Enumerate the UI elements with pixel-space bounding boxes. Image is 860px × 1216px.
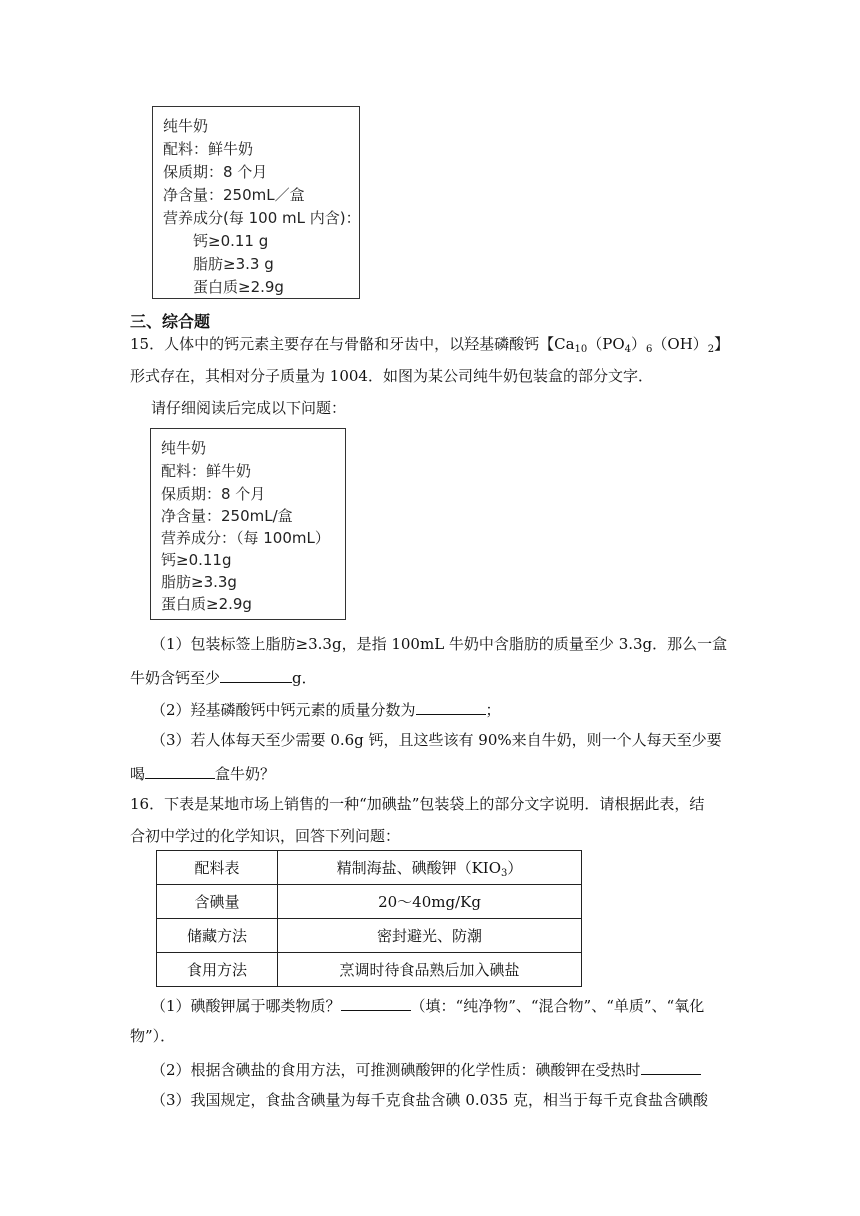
q15-text: ） <box>631 335 647 353</box>
answer-blank[interactable] <box>641 1058 701 1075</box>
q16-text: （1）碘酸钾属于哪类物质？ <box>151 997 341 1015</box>
q15-text: 喝 <box>130 765 146 783</box>
q15-text: ； <box>485 701 501 719</box>
label1-line-2: 配料：鲜牛奶 <box>163 140 254 158</box>
label2-line-1: 纯牛奶 <box>161 439 207 457</box>
q15-part3-line-2 <box>130 762 275 784</box>
section-title: 三、综合题 <box>130 312 211 331</box>
q15-text: 盒牛奶？ <box>215 765 276 783</box>
label1-line-3: 保质期：8 个月 <box>163 163 268 181</box>
cell-text: ） <box>507 858 523 877</box>
table-value-cell <box>278 851 582 885</box>
q16-part1-line-1 <box>151 994 704 1016</box>
q15-part2 <box>151 698 501 720</box>
table-value-cell: 密封避光、防潮 <box>278 919 582 953</box>
table-value-cell: 20～40mg/Kg <box>278 885 582 919</box>
q16-intro-line-1: 16．下表是某地市场上销售的一种“加碘盐”包装袋上的部分文字说明．请根据此表，结 <box>130 795 705 813</box>
q16-part3-line-1: （3）我国规定，食盐含碘量为每千克食盐含碘 0.035 克，相当于每千克食盐含碘酸 <box>151 1091 709 1109</box>
label1-line-6: 钙≥0.11 g <box>193 232 269 250</box>
subscript: 2 <box>707 344 715 355</box>
label1-line-7: 脂肪≥3.3 g <box>193 255 274 273</box>
q15-text: 牛奶含钙至少 <box>130 669 221 687</box>
q15-text: （2）羟基磷酸钙中钙元素的质量分数为 <box>151 701 416 719</box>
table-row <box>157 885 582 919</box>
table-key-cell: 含碘量 <box>157 885 278 919</box>
subscript: 4 <box>624 344 632 355</box>
q15-part1-line-2 <box>130 666 317 688</box>
q15-text: g． <box>292 669 317 687</box>
q15-text: （OH） <box>652 335 708 353</box>
label1-line-1: 纯牛奶 <box>163 117 209 135</box>
q16-intro-line-2: 合初中学过的化学知识，回答下列问题： <box>130 827 401 845</box>
q15-part3-line-1: （3）若人体每天至少需要 0.6g 钙，且这些该有 90%来自牛奶，则一个人每天至少要 <box>151 731 722 749</box>
subscript: 6 <box>646 344 653 355</box>
table-key-cell: 储藏方法 <box>157 919 278 953</box>
table-row <box>157 953 582 987</box>
q16-part1-line-2: 物”）． <box>130 1027 176 1045</box>
label1-line-5: 营养成分(每 100 mL 内含)： <box>163 209 361 227</box>
label2-line-3: 保质期：8 个月 <box>161 485 266 503</box>
label1-line-8: 蛋白质≥2.9g <box>193 278 284 296</box>
q15-part1-line-1: （1）包装标签上脂肪≥3.3g，是指 100mL 牛奶中含脂肪的质量至少 3.3g．那么一盒 <box>151 635 728 653</box>
label2-line-2: 配料：鲜牛奶 <box>161 462 252 480</box>
q16-text: （2）根据含碘盐的食用方法，可推测碘酸钾的化学性质：碘酸钾在受热时 <box>151 1061 641 1079</box>
answer-blank[interactable] <box>416 698 486 715</box>
answer-blank[interactable] <box>341 994 411 1011</box>
subscript: 10 <box>574 344 588 355</box>
q15-intro-line-2: 形式存在，其相对分子质量为 1004．如图为某公司纯牛奶包装盒的部分文字． <box>130 367 653 385</box>
label1-line-4: 净含量：250mL／盒 <box>163 186 305 204</box>
table-value-cell: 烹调时待食品熟后加入碘盐 <box>278 953 582 987</box>
q16-part2 <box>151 1058 701 1080</box>
q15-text: （PO <box>587 335 625 353</box>
answer-blank[interactable] <box>145 762 215 779</box>
q15-text: 15．人体中的钙元素主要存在与骨骼和牙齿中，以羟基磷酸钙【Ca <box>130 335 575 353</box>
label2-line-8: 蛋白质≥2.9g <box>161 595 252 613</box>
milk-label-box-2 <box>150 428 346 620</box>
table-row <box>157 919 582 953</box>
q15-intro-line-3: 请仔细阅读后完成以下问题： <box>151 399 347 417</box>
label2-line-5: 营养成分：（每 100mL） <box>161 529 330 547</box>
subscript: 3 <box>501 867 508 879</box>
q15-intro-line-1 <box>130 334 729 360</box>
q16-text: （填：“纯净物”、“混合物”、“单质”、“氧化 <box>410 997 705 1015</box>
table-key-cell: 配料表 <box>157 851 278 885</box>
label2-line-7: 脂肪≥3.3g <box>161 573 237 591</box>
milk-label-box-1 <box>152 106 360 299</box>
label2-line-4: 净含量：250mL/盒 <box>161 507 293 525</box>
table-row <box>157 851 582 885</box>
answer-blank[interactable] <box>220 666 292 683</box>
cell-text: 精制海盐、碘酸钾（KIO <box>336 858 502 877</box>
table-key-cell: 食用方法 <box>157 953 278 987</box>
q15-text: 】 <box>714 335 730 353</box>
iodized-salt-table <box>156 850 582 987</box>
label2-line-6: 钙≥0.11g <box>161 551 232 569</box>
